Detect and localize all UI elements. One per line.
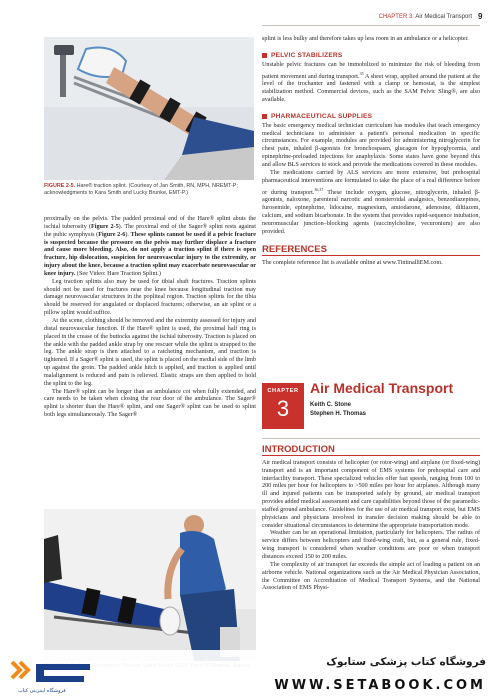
running-head-chapter: CHAPTER 3:	[378, 14, 414, 20]
text-run: (See Video: Hare Traction Splint.)	[75, 270, 161, 277]
introduction-heading: INTRODUCTION	[262, 446, 480, 456]
figure-hare-splint-photo	[44, 37, 254, 180]
paragraph: Air medical transport consists of helicopter (or rotor-wing) and airplane (or fixed-wing) transport and is an important component of EMS systems for prehospital care and interfacility transport. These specialized vehicles offer fast speeds, ranging from 100 to 200 miles per hour for helicopters to >500 miles per hour for airplanes. Although many ill and injured patients can be transported safely by ground, air medical transport provides added medical assessment and care capabilities beyond those of the paramedic-staffed ground ambulance. Guidelines for the use of air medical transport exist, but EMS physicians and physicians involved in transfer decision making should be able to consider situational circumstances to determine the appropriate transportation mode.	[262, 459, 480, 529]
text-run: proximally on the pelvis. The padded proximal end of the Hare® splint abuts the ischial tuberosity (	[44, 216, 256, 230]
paragraph	[44, 216, 256, 279]
paragraph: At the scene, clothing should be removed and the extremity assessed for injury and distal neurovascular function. If the Hare® splint is used, the proximal half ring is placed in the crease of the buttocks against the ischial tuberosity. Traction is placed on the ankle with the padded ankle strap by one rescuer while the splint is strapped to the leg. The ankle strap is then attached to a ratcheting mechanism, and traction is tightened. If a Sager® splint is used, the splint is placed on the medial side of the limb up against the groin. The padded ankle hitch is applied, and traction is applied until malalignment is reduced and pain is relieved. Elastic straps are then applied to hold the splint to the leg.	[44, 317, 256, 387]
text-run: Unstable pelvic fractures can be immobilized to minimize the risk of bleeding from patient movement and during transport.	[262, 61, 480, 80]
square-bullet-icon	[262, 53, 267, 58]
chapter-badge-word: CHAPTER	[267, 388, 299, 394]
paragraph	[262, 62, 480, 105]
store-name: فروشگاه کتاب پزشکی ستابوک	[326, 656, 486, 668]
citation-superscript: 36,37	[314, 186, 324, 192]
introduction-section	[262, 446, 480, 593]
figure-reference: Figure 2-6	[98, 231, 126, 238]
subheading-text: PELVIC STABILIZERS	[271, 51, 343, 59]
subheading-text: PHARMACEUTICAL SUPPLIES	[271, 112, 373, 120]
figure-caption-text: Hare® traction splint. (Courtesy of Jan Smith, RN, MPH, NREMT-P; acknowledgments to Kara Smith and Lucky Brunke, EMT-P.)	[44, 183, 238, 196]
figure-label: FIGURE 2-5.	[44, 183, 76, 189]
chapter-author: Keith C. Stone	[310, 402, 352, 408]
header-rule	[262, 25, 480, 26]
figure-2-5-caption	[44, 183, 256, 197]
text-run: ).	[125, 231, 131, 238]
chapter-author: Stephen H. Thomas	[310, 411, 367, 417]
text-run: The medications carried by ALS services are more extensive, but prehospital pharmaceutical interventions are formulated to take the place of a real difference before or during transport.	[262, 169, 480, 196]
running-head-title: Air Medical Transport	[415, 14, 472, 20]
paragraph	[262, 170, 480, 237]
chapter-title: Air Medical Transport	[310, 380, 454, 396]
chapter-opener	[262, 374, 480, 440]
chapter-rule	[262, 438, 480, 439]
bold-warning: These splints cannot be used if a pelvic fracture is suspected because the pressure on the pelvis may further displace a fracture and cause more bleeding. Also, do not apply a traction splint if there is open fracture, hip dislocation, suspicion for neurovascular injury to the extremity, or injury about the knee, because a traction splint may exacerbate neurovascular or knee injury.	[44, 231, 256, 277]
subheading-pharmaceutical-supplies	[262, 113, 480, 121]
running-head	[372, 14, 472, 20]
paragraph: Weather can be an operational limitation, particularly for helicopters. The radius of service differs between helicopters and fixed-wing craft, but, as a general rule, fixed-wing transport is considered when weather conditions are poor or when transport distances exceed 150 to 200 miles.	[262, 530, 480, 560]
page-number: 9	[478, 12, 483, 21]
chapter-number: 3	[276, 396, 290, 421]
paragraph: The basic emergency medical technician curriculum has modules that teach emergency medical technicians to administer a patient's personal medication in specific circumstances. For example, modules are provided for administering nitroglycerin for chest pain, inhaled β-agonists for bronchospasm, glucagon for hypoglycemia, and epinephrine-preloaded injections for anaphylaxis. Some states have gone beyond this and allow BLS services to stock and provide the medications covered in these modules.	[262, 122, 480, 169]
left-column-body	[44, 216, 256, 420]
paragraph: Leg traction splints also may be used for tibial shaft fractures. Traction splints should not be used for fractures near the knee because longitudinal traction may damage neurovascular structures in the popliteal region. Traction splints for the tibia should be reserved for angulated or displaced fractures; otherwise, an air splint or a pillow splint would suffice.	[44, 278, 256, 317]
logo-subtitle: فروشگاه اینترنتی کتاب	[18, 688, 66, 694]
citation-superscript: 35	[359, 70, 364, 76]
text-run: A sheet wrap, applied around the patient at the level of the trochanter and fastened with a clamp or hemostat, is the simplest stabilization method. Commercial devices, such as the SAM Pelvic Sling®, are also available.	[262, 73, 480, 104]
square-bullet-icon	[262, 114, 267, 119]
paragraph: splint is less bulky and therefore takes up less room in an ambulance or a helicopter.	[262, 36, 469, 42]
store-url[interactable]: WWW.SETABOOK.COM	[274, 678, 486, 693]
paragraph: The Hare® splint can be longer than an ambulance cot when fully extended, and care needs to be taken when closing the rear door of the ambulance. The Sager® splint is shorter than the Hare® splint, and one Sager® splint can be used to splint both legs simultaneously. The Sager®	[44, 388, 256, 419]
references-text: The complete reference list is available online at www.TintinalliEM.com.	[262, 259, 443, 266]
references-heading: REFERENCES	[262, 246, 480, 256]
figure-reference: Figure 2-5	[91, 223, 119, 230]
text-run: These include oxygen, glucose, nitroglycerin, inhaled β-agonists, naloxone, parenteral narcotic and nonsteroidal analgesics, benzodiazepines, furosemide, epinephrine, lidocaine, magnesium, amiodarone, adenosine, diltiazem, calcium, and sodium bicarbonate. In the system that provides rapid-sequence intubation, neuromuscular junction–blocking agents (succinylcholine, vecuronium) are also provided.	[262, 189, 480, 235]
paragraph: The complexity of air transport far exceeds the simple act of loading a patient on an airborne vehicle. National organizations such as the Air Medical Physician Association, the Committee on Accreditation of Medical Transport Systems, and the National Association of EMS Physi-	[262, 561, 480, 592]
subheading-pelvic-stabilizers	[262, 52, 480, 60]
text-run: ). The proximal end of the Sager® splint rests against the pubic symphysis (	[44, 223, 256, 238]
figure-sager-splint-photo	[44, 509, 256, 661]
right-column-body	[262, 36, 480, 267]
chapter-badge	[262, 383, 304, 429]
